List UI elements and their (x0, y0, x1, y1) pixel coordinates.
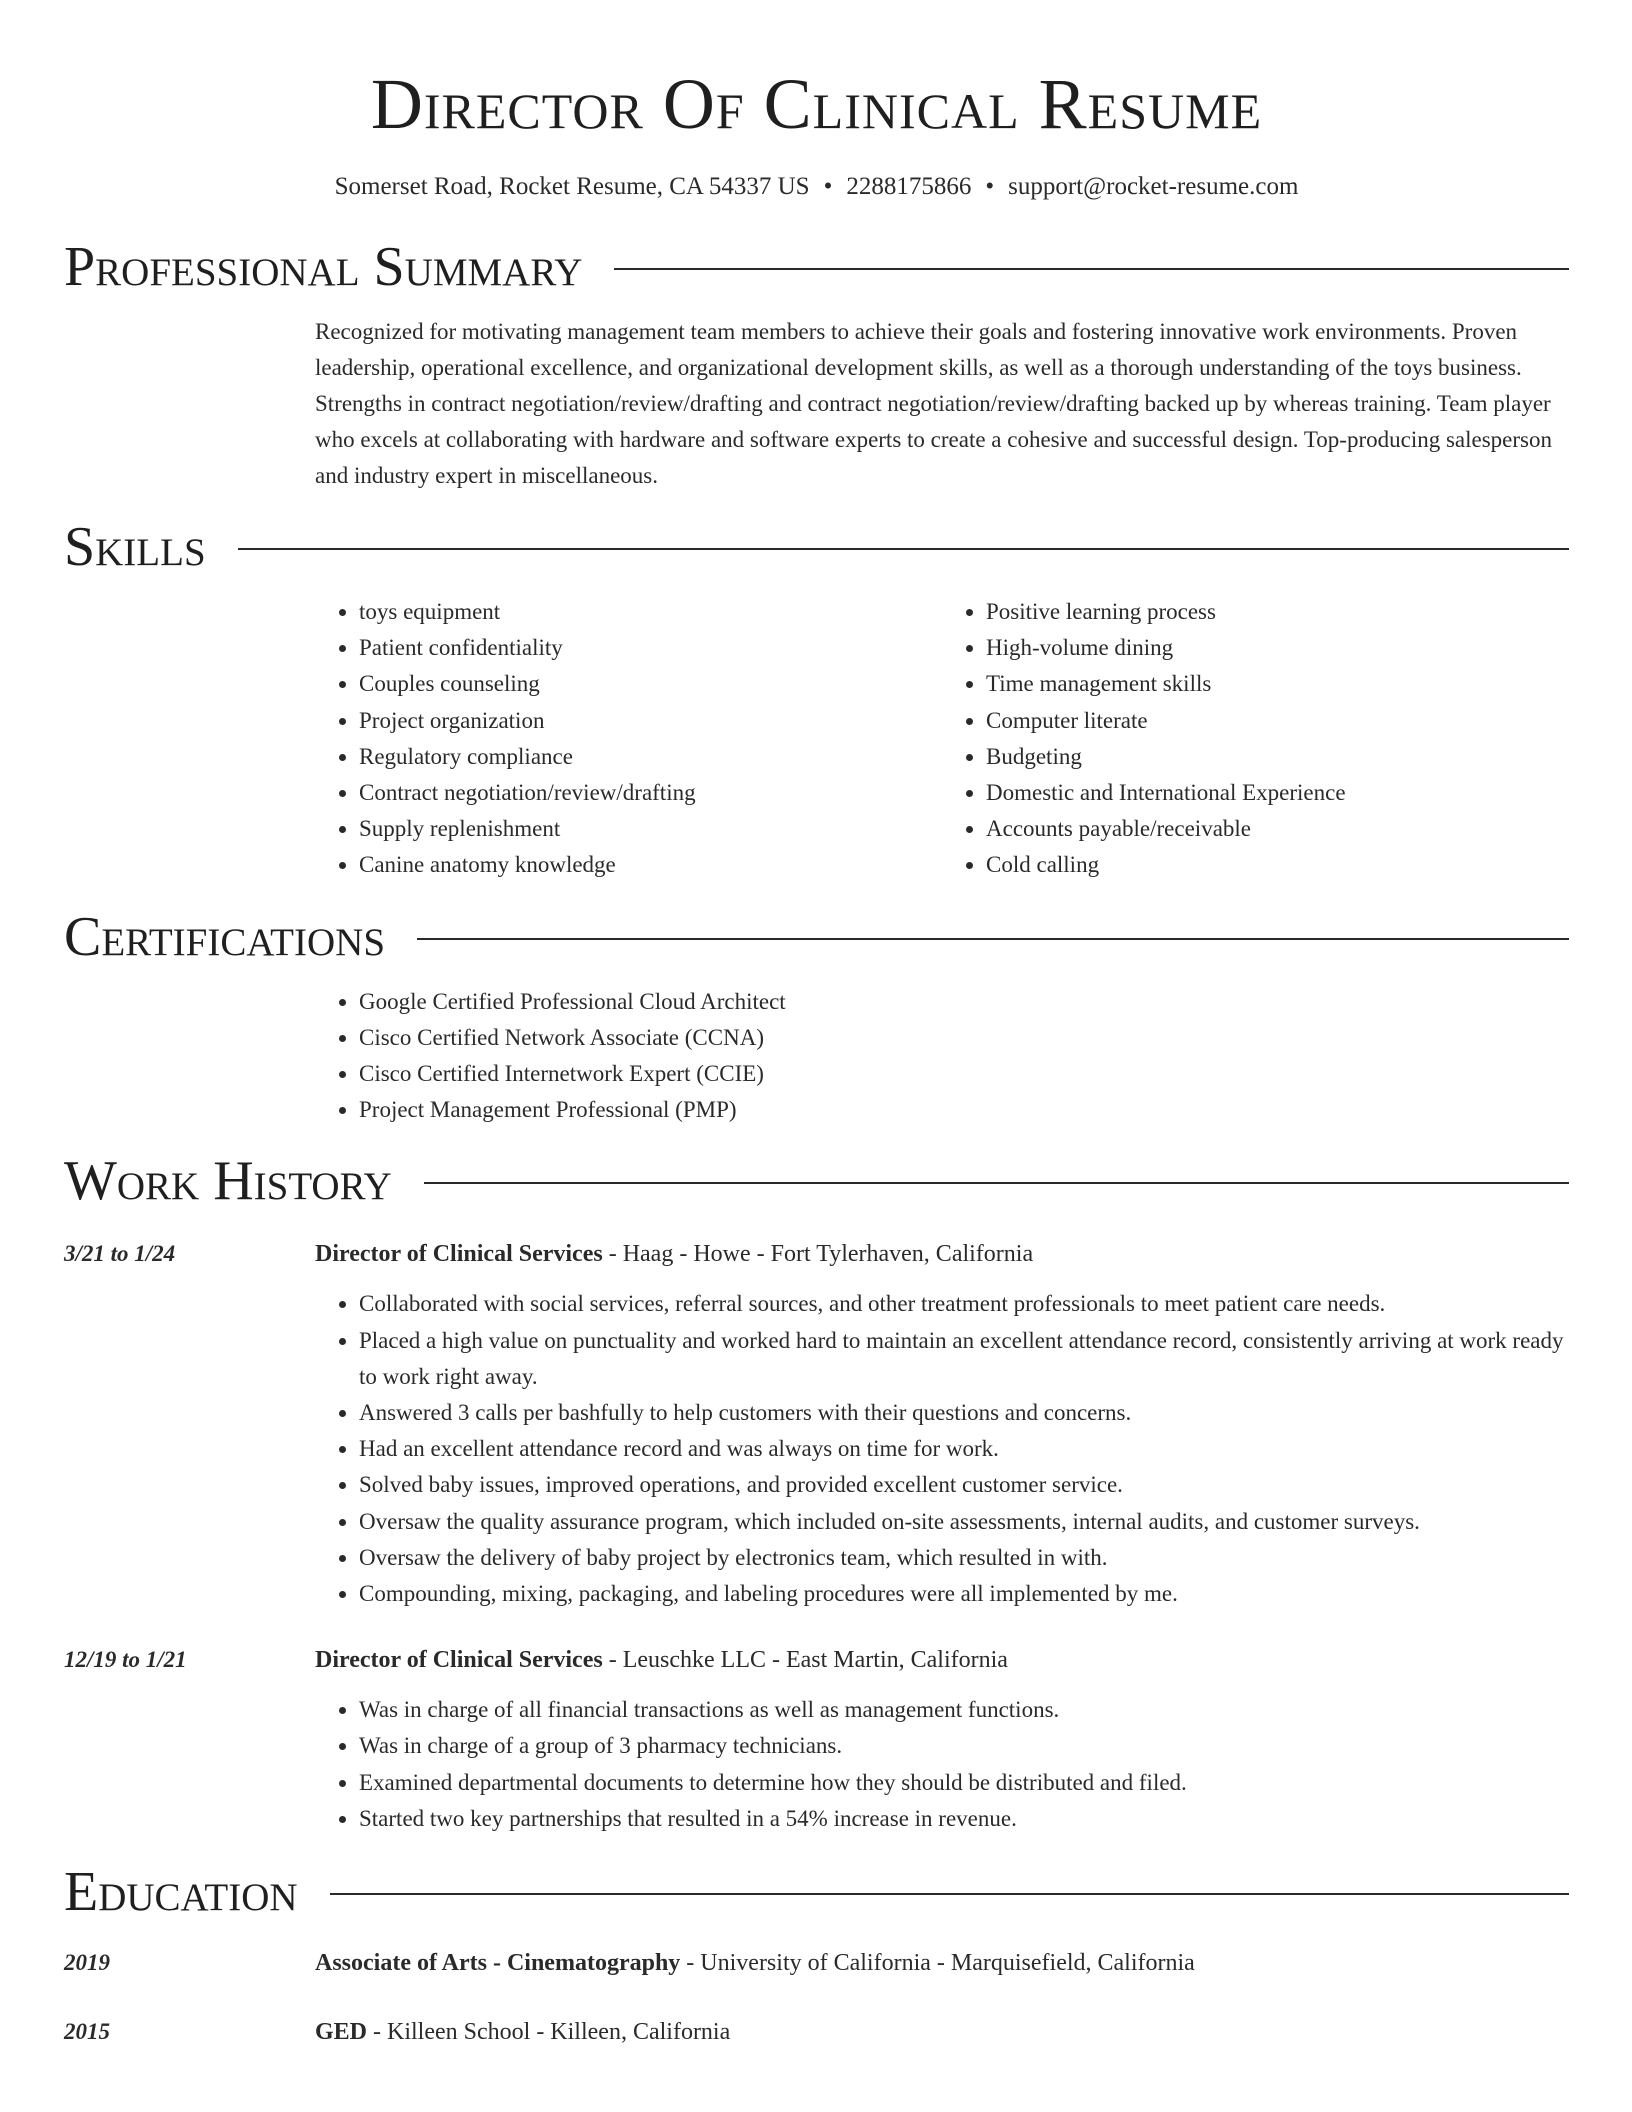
resume-title: Director Of Clinical Resume (370, 64, 1263, 144)
certification-item: • Project Management Professional (PMP) (359, 1092, 1569, 1128)
job-bullet: • Answered 3 calls per bashfully to help customers with their questions and concerns. (359, 1395, 1569, 1431)
education-year: 2019 (64, 1950, 110, 1976)
education-school: - Killeen School - Killeen, California (367, 2019, 731, 2046)
work-section-title: Work History (64, 1150, 392, 1213)
education-degree: Associate of Arts - Cinematography (315, 1950, 681, 1977)
job-bullet: • Collaborated with social services, referral sources, and other treatment professionals to meet patient care needs. (359, 1286, 1569, 1322)
job-bullet: • Oversaw the delivery of baby project by electronics team, which resulted in with. (359, 1540, 1569, 1576)
skill-item: • Couples counseling (359, 666, 942, 702)
job-company: - Haag - Howe - Fort Tylerhaven, California (602, 1241, 1034, 1268)
job-bullet: • Had an excellent attendance record and was always on time for work. (359, 1431, 1569, 1467)
skill-item: • Supply replenishment (359, 811, 942, 847)
skill-item: • Budgeting (986, 739, 1569, 775)
certifications-list (315, 984, 1569, 1129)
certification-item: • Google Certified Professional Cloud Architect (359, 984, 1569, 1020)
education-school: - University of California - Marquisefield, California (680, 1950, 1195, 1977)
skill-item: • Regulatory compliance (359, 739, 942, 775)
section-divider (424, 1182, 1569, 1184)
certification-item: • Cisco Certified Internetwork Expert (CCIE) (359, 1056, 1569, 1092)
education-year: 2015 (64, 2019, 110, 2045)
contact-phone: 2288175866 (846, 173, 972, 200)
education-section-title: Education (64, 1861, 298, 1924)
job-bullet: • Started two key partnerships that resulted in a 54% increase in revenue. (359, 1801, 1569, 1837)
contact-email[interactable]: support@rocket-resume.com (1008, 173, 1299, 200)
job-title-line (315, 1642, 1008, 1678)
skill-item: • Computer literate (986, 703, 1569, 739)
summary-text: Recognized for motivating management team members to achieve their goals and fostering innovative work environments. Proven leadership, operational excellence, and organizational development skills, as well as a thorough understanding of the toys business. Strengths in contract negotiation/review/drafting and contract negotiation/review/drafting backed up by whereas training. Team player who excels at collaborating with hardware and software experts to create a cohesive and successful design. Top-producing salesperson and industry expert in miscellaneous. (315, 319, 1552, 488)
job-bullet: • Was in charge of all financial transactions as well as management functions. (359, 1692, 1569, 1728)
education-entry (64, 1945, 1569, 1981)
job-bullet: • Solved baby issues, improved operations, and provided excellent customer service. (359, 1467, 1569, 1503)
job-entry (64, 1642, 1569, 1837)
job-bullets (315, 1286, 1569, 1612)
skill-item: • Positive learning process (986, 594, 1569, 630)
section-divider (330, 1893, 1569, 1895)
skills-section-header (64, 514, 1569, 580)
skill-item: • toys equipment (359, 594, 942, 630)
contact-address: Somerset Road, Rocket Resume, CA 54337 US (334, 173, 810, 200)
skills-section-title: Skills (64, 516, 206, 578)
contact-separator: • (823, 173, 833, 200)
job-bullet: • Examined departmental documents to determine how they should be distributed and filed. (359, 1765, 1569, 1801)
job-bullet: • Oversaw the quality assurance program, which included on-site assessments, internal audits, and customer surveys. (359, 1504, 1569, 1540)
job-company: - Leuschke LLC - East Martin, California (602, 1647, 1008, 1674)
job-dates: 3/21 to 1/24 (64, 1241, 176, 1267)
job-role: Director of Clinical Services (315, 1647, 603, 1674)
skill-item: • High-volume dining (986, 630, 1569, 666)
job-header (64, 1236, 1569, 1272)
job-dates: 12/19 to 1/21 (64, 1647, 187, 1673)
contact-separator: • (985, 173, 995, 200)
job-bullet: • Compounding, mixing, packaging, and labeling procedures were all implemented by me. (359, 1576, 1569, 1612)
education-entry (64, 2014, 1569, 2050)
skills-list-left (315, 594, 942, 884)
skill-item: • Accounts payable/receivable (986, 811, 1569, 847)
work-history (64, 1236, 1569, 1837)
section-divider (614, 268, 1569, 270)
contact-line (64, 170, 1569, 204)
skill-item: • Canine anatomy knowledge (359, 847, 942, 883)
section-divider (238, 548, 1569, 550)
education-line (315, 1945, 1195, 1981)
work-section-header (64, 1148, 1569, 1214)
job-header (64, 1642, 1569, 1678)
resume-page (64, 0, 1569, 2050)
education-degree: GED (315, 2019, 368, 2046)
skills-grid (315, 594, 1569, 884)
skill-item: • Domestic and International Experience (986, 775, 1569, 811)
section-divider (417, 938, 1569, 940)
skill-item: • Cold calling (986, 847, 1569, 883)
job-title-line (315, 1236, 1033, 1272)
job-bullet: • Placed a high value on punctuality and worked hard to maintain an excellent attendance record, consistently arriving at work ready to work right away. (359, 1323, 1569, 1395)
skill-item: • Time management skills (986, 666, 1569, 702)
job-entry (64, 1236, 1569, 1612)
certification-item: • Cisco Certified Network Associate (CCNA) (359, 1020, 1569, 1056)
certifications-section-header (64, 904, 1569, 970)
skill-item: • Project organization (359, 703, 942, 739)
education-section-header (64, 1859, 1569, 1925)
job-bullet: • Was in charge of a group of 3 pharmacy technicians. (359, 1728, 1569, 1764)
education-list (64, 1945, 1569, 2050)
certifications-section-title: Certifications (64, 905, 386, 968)
summary-section-title: Professional Summary (64, 236, 583, 298)
summary-section-header (64, 234, 1569, 300)
skills-list-right (942, 594, 1569, 884)
skill-item: • Contract negotiation/review/drafting (359, 775, 942, 811)
job-role: Director of Clinical Services (315, 1241, 603, 1268)
skill-item: • Patient confidentiality (359, 630, 942, 666)
education-line (315, 2014, 730, 2050)
job-bullets (315, 1692, 1569, 1837)
